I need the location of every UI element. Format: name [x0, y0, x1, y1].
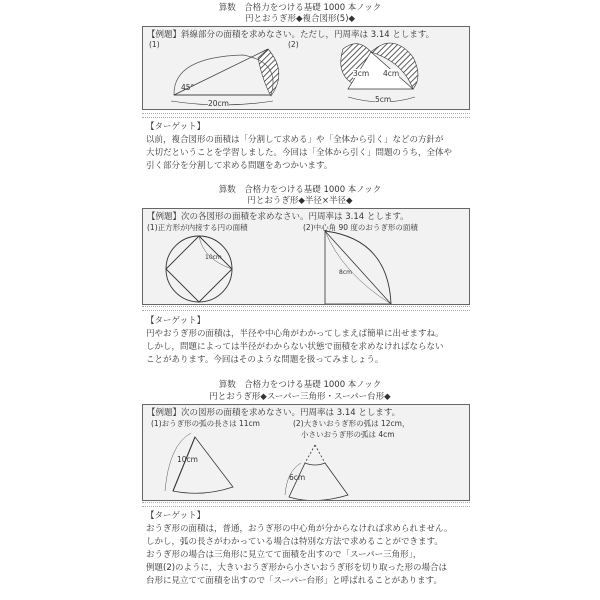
length-label: 4cm [383, 69, 400, 78]
length-label: 20cm [208, 99, 229, 108]
section1-title: 算数 合格力をつける基礎 1000 本ノック [218, 3, 382, 13]
target-line: おうぎ形の場合は三角形に見立てて面積を出すので「スーパー三角形」， [146, 550, 422, 560]
target-line: 引く部分を分割して求める問題をあつかいます。 [146, 161, 333, 171]
section2-subtitle: 円とおうぎ形◆半径×半径◆ [247, 196, 353, 206]
divider [142, 306, 470, 311]
target-line: ことがあります。今回はそのような問題を扱ってみましょう。 [146, 355, 384, 365]
radius-label: 10cm [177, 455, 198, 464]
section2-diagrams [143, 209, 469, 304]
target-heading: 【ターゲット】 [146, 511, 206, 521]
section3-example-box [142, 404, 470, 501]
problem-1-label: (1) [149, 40, 160, 49]
target-heading: 【ターゲット】 [146, 122, 206, 132]
length-label: 8cm [339, 269, 352, 276]
target-section-3 [146, 510, 453, 588]
problem-2-detail: 小さいおうぎ形の弧は 4cm [301, 430, 395, 439]
problem-2-label: (2) [288, 40, 299, 49]
problem-2-label: (2)中心角 90 度のおうぎ形の面積 [303, 223, 418, 232]
example-text: 【例題】次の各図形の面積を求めなさい。円周率は 3.14 とします。 [147, 212, 409, 222]
target-line: 円やおうぎ形の面積は，半径や中心角がわかってしまえば簡単に出せますね。 [146, 329, 444, 339]
section1-subtitle: 円とおうぎ形◆複合図形(5)◆ [244, 14, 356, 24]
section3-diagrams [143, 405, 469, 500]
section2-title: 算数 合格力をつける基礎 1000 本ノック [218, 185, 382, 195]
target-line: 台形に見立てて面積を出すので「スーパー台形」と呼ばれることがあります。 [146, 576, 442, 586]
problem-1-label: (1)おうぎ形の弧の長さは 11cm [151, 419, 260, 428]
section1-example-box [142, 26, 470, 110]
target-section-2 [146, 315, 444, 367]
divider [142, 113, 470, 118]
target-line: 例題(2)のように，大きいおうぎ形から小さいおうぎ形を切り取った形の場合は [146, 563, 448, 573]
target-line: しかし，問題によっては半径がわからない状態で面積を求めなければならない [146, 342, 444, 352]
section3-subtitle: 円とおうぎ形◆スーパー三角形・スーパー台形◆ [209, 392, 391, 402]
section1-diagrams [143, 27, 469, 109]
target-heading: 【ターゲット】 [146, 316, 206, 326]
target-section-1 [146, 121, 452, 173]
length-label: 5cm [375, 95, 392, 104]
problem-2-label: (2)大きいおうぎ形の弧は 12cm， [293, 419, 410, 428]
example-text: 【例題】次の図形の面積を求めなさい。円周率は 3.14 とします。 [147, 408, 401, 418]
target-line: 大切だということを学習しました。今回は「全体から引く」問題のうち，全体や [146, 148, 453, 158]
example-text: 【例題】斜線部分の面積を求めなさい。ただし，円周率は 3.14 とします。 [147, 30, 435, 40]
section2-example-box [142, 208, 470, 305]
angle-label: 45° [181, 83, 195, 92]
length-label: 3cm [353, 69, 370, 78]
radius-label: 10cm [205, 254, 222, 261]
section3-title: 算数 合格力をつける基礎 1000 本ノック [218, 380, 382, 390]
problem-1-label: (1)正方形が内接する円の面積 [147, 223, 248, 232]
target-line: おうぎ形の面積は，普通，おうぎ形の中心角が分からなければ求められません。 [146, 524, 453, 534]
target-line: 以前，複合図形の面積は「分割して求める」や「全体から引く」などの方針が [146, 135, 444, 145]
length-label: 6cm [289, 473, 306, 482]
divider [142, 502, 470, 507]
target-line: しかし，弧の長さがわかっている場合は特別な方法で求めることができます。 [146, 537, 443, 547]
